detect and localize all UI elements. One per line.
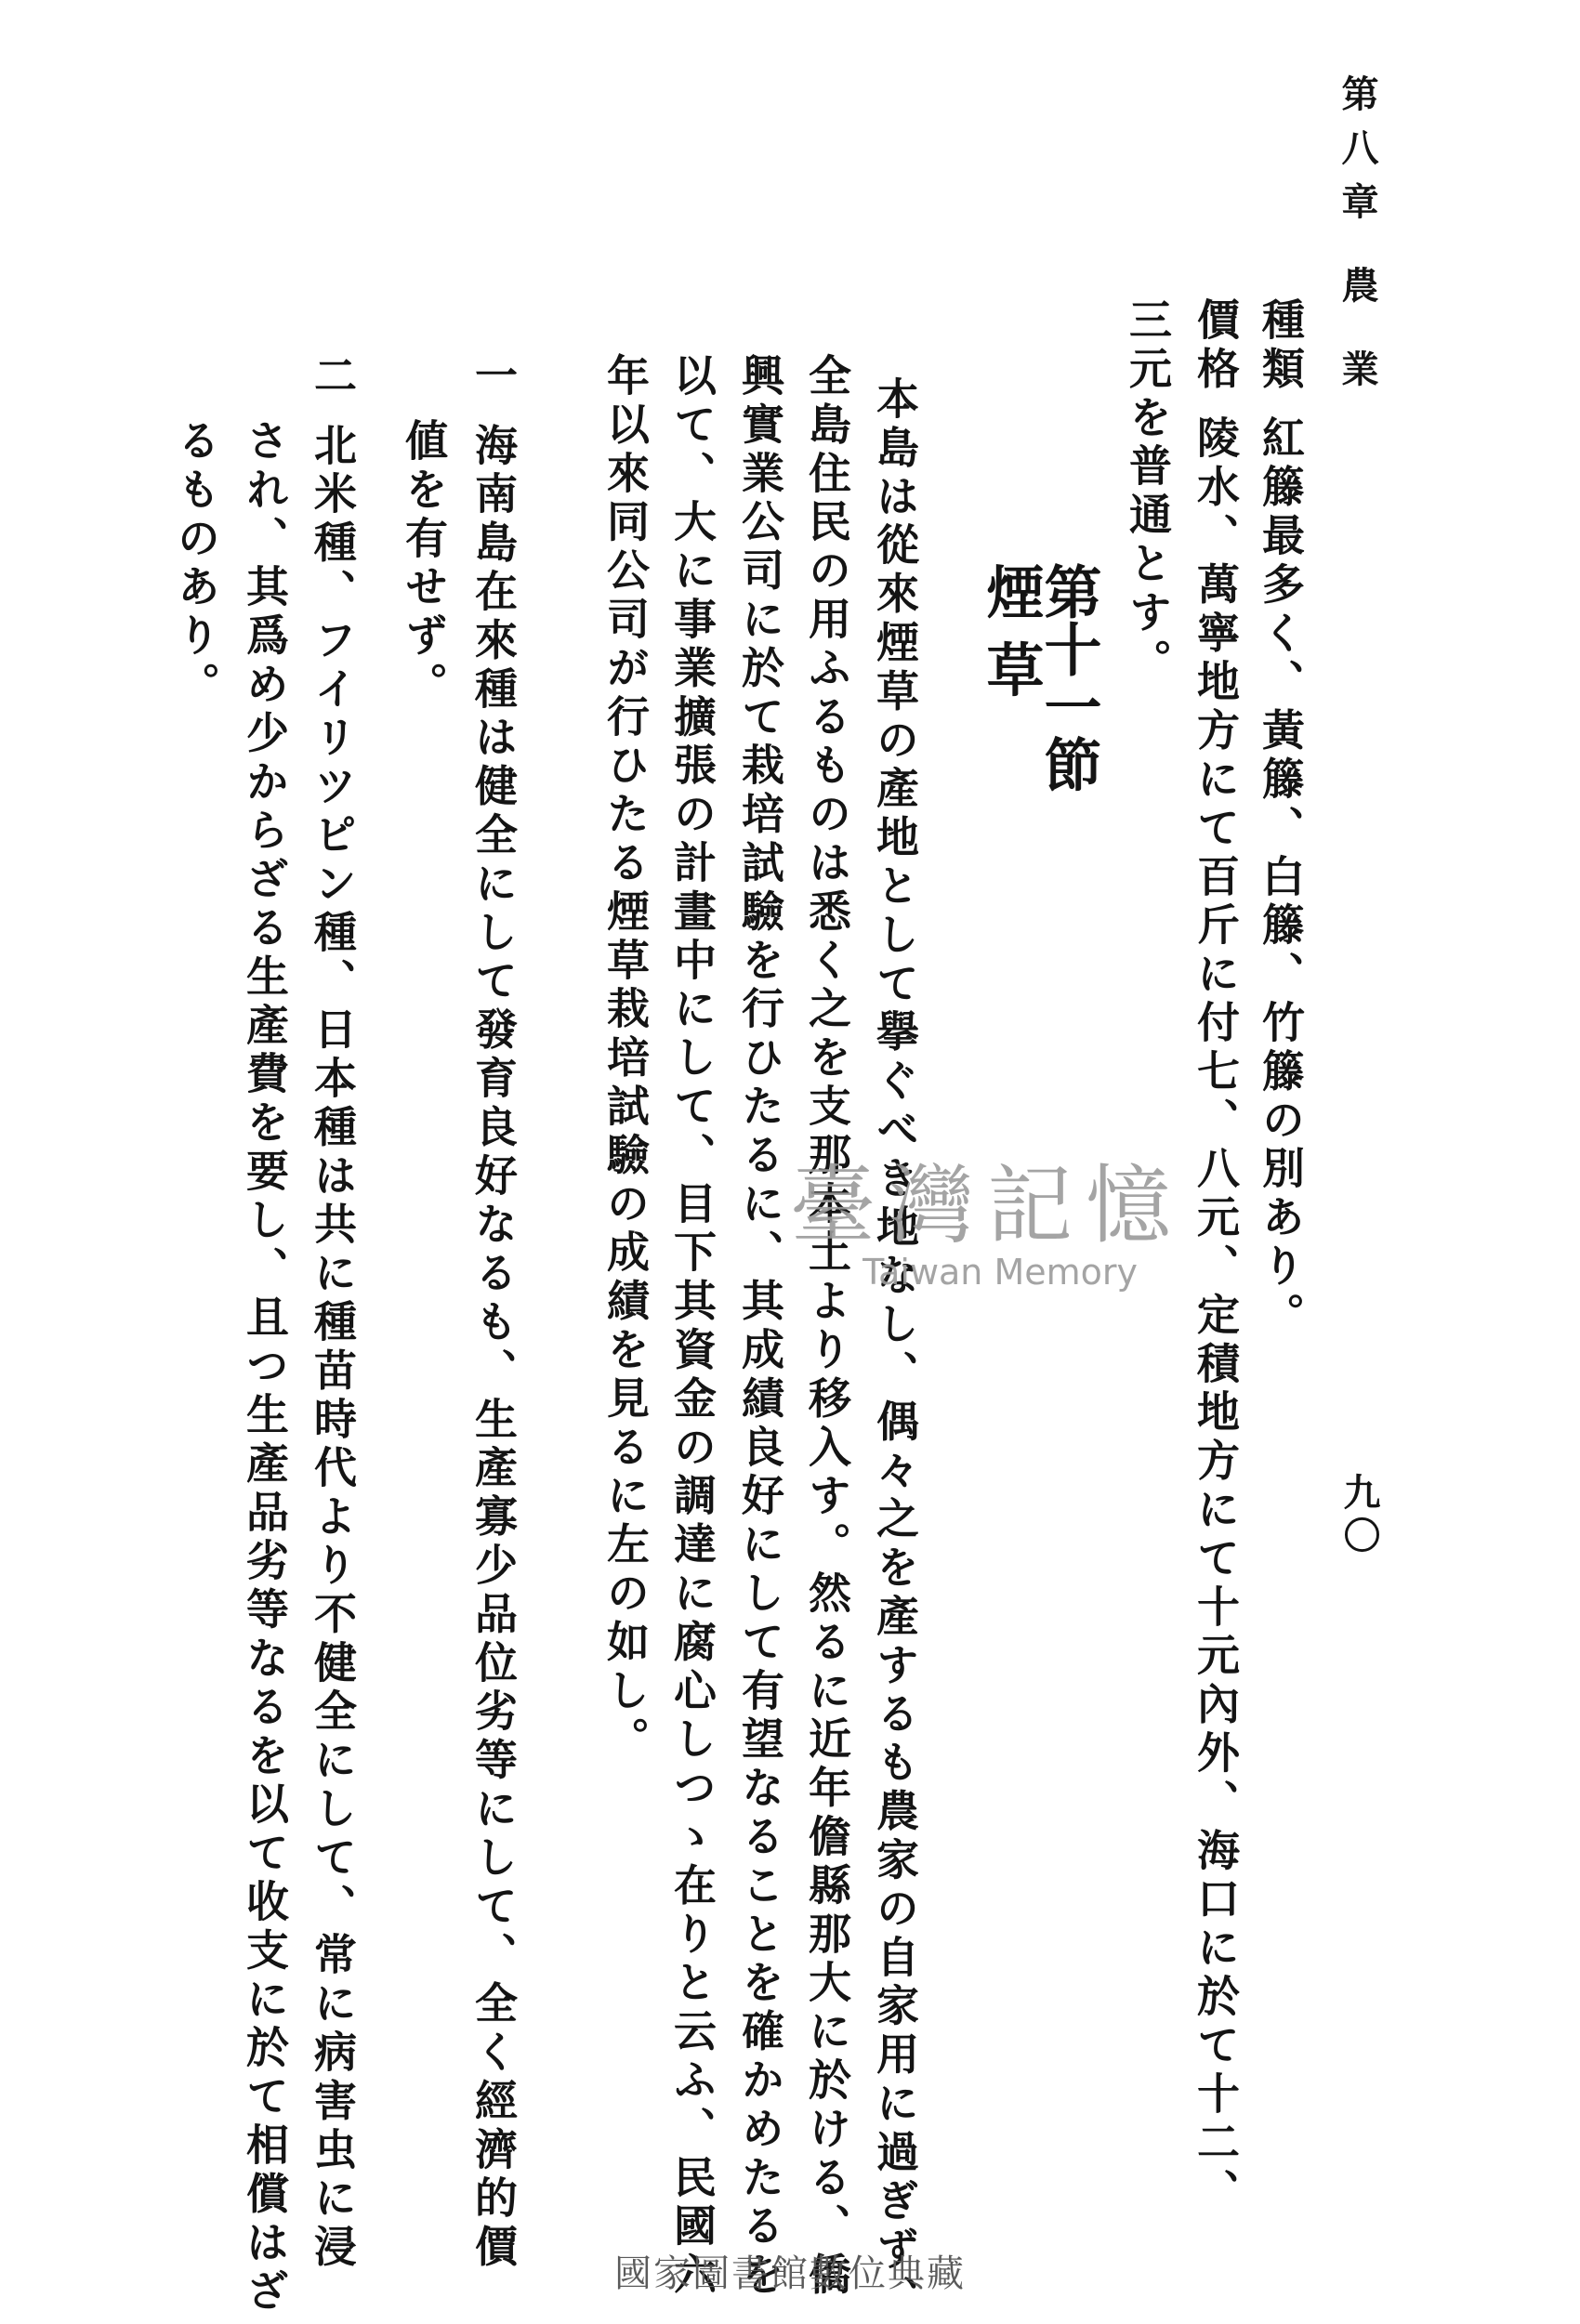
section-number: 第十一節: [1034, 562, 1102, 793]
text-column-5: 全島住民の用ふるものは悉く之を支那本土より移入す。然るに近年儋縣那大に於ける、僑: [802, 353, 852, 2301]
text-column-1: 種類 紅籐最多く、黃籐、白籐、竹籐の別あり。: [1256, 297, 1306, 1341]
text-column-6: 興實業公司に於て栽培試驗を行ひたるに、其成績良好にして有望なることを確かめたるを: [735, 353, 785, 2301]
text-column-11: 二 北米種、フイリツピン種、日本種は共に種苗時代より不健全にして、常に病害虫に浸: [308, 353, 358, 2274]
footer-credit: 國家圖書館數位典藏: [614, 2252, 966, 2295]
section-title: 煙 草: [977, 562, 1045, 698]
text-column-8: 年以來同公司が行ひたる煙草栽培試驗の成績を見るに左の如し。: [600, 353, 651, 1766]
section-heading: [977, 562, 1102, 793]
text-column-2: 價格 陵水、萬寧地方にて百斤に付七、八元、定積地方にて十元內外、海口に於て十二、: [1191, 297, 1241, 2218]
text-column-10: 値を有せず。: [399, 418, 449, 711]
watermark-latin-text: Taiwan Memory: [862, 1251, 1139, 1293]
running-head: 第八章 農 業: [1336, 74, 1379, 403]
watermark-cjk-text: 臺灣記憶: [790, 1156, 1185, 1255]
text-column-9: 一 海南島在來種は健全にして發育良好なるも、生產寡少品位劣等にして、全く經濟的價: [468, 353, 519, 2274]
text-column-4: 本島は從來煙草の產地として擧ぐべき地なし、偶々之を產するも農家の自家用に過ぎず、: [870, 376, 920, 2324]
text-column-7: 以て、大に事業擴張の計畫中にして、目下其資金の調達に腐心しつゝ在りと云ふ、民國六: [667, 353, 718, 2301]
text-column-12: され、其爲め少からざる生產費を要し、且つ生產品劣等なるを以て收支に於て相償はざ: [240, 418, 290, 2317]
text-column-13: るものあり。: [171, 418, 221, 711]
text-column-3: 三元を普通とす。: [1123, 297, 1173, 688]
page-number: 九〇: [1337, 1473, 1381, 1559]
